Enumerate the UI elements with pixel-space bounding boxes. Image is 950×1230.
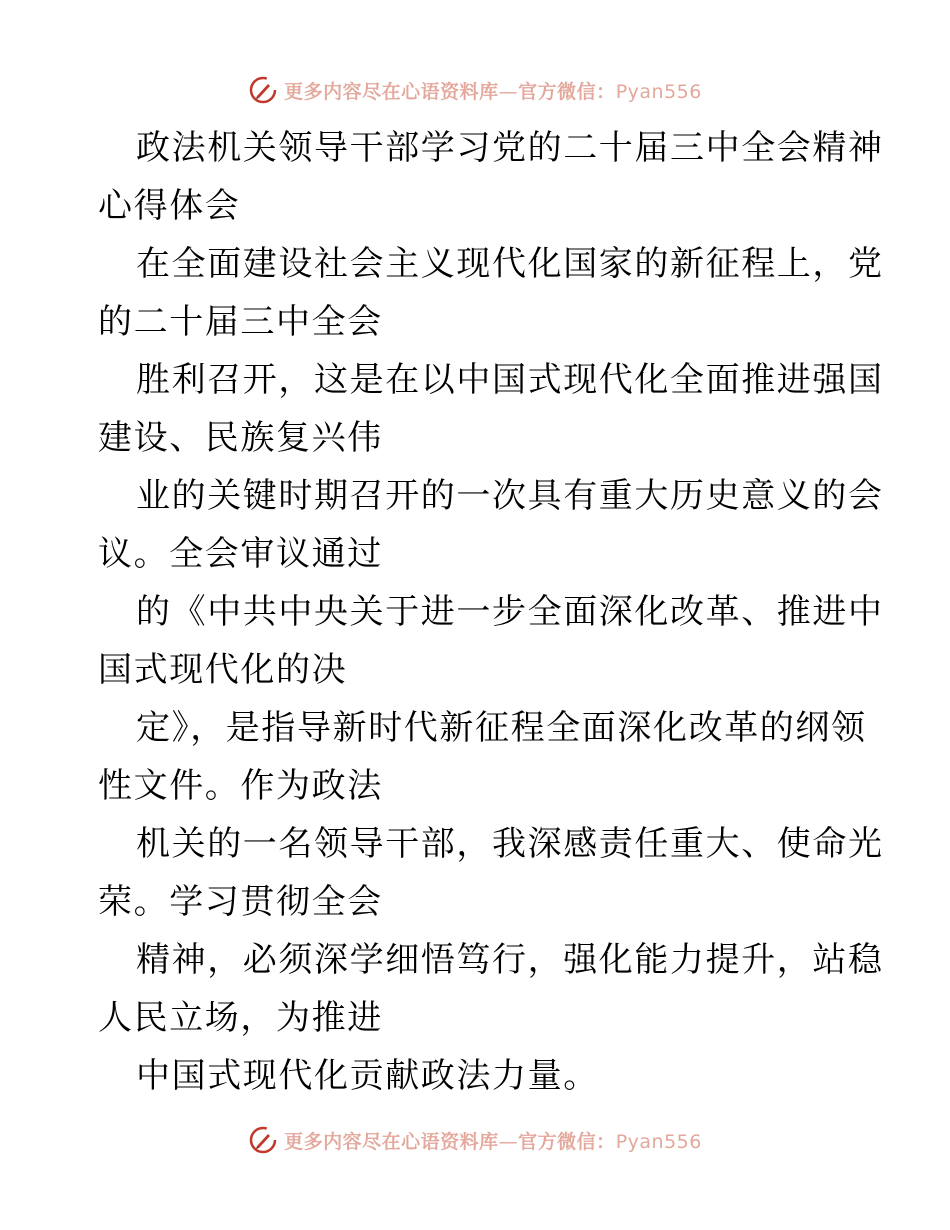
footer-watermark — [0, 1120, 950, 1160]
text-line: 精神，必须深学细悟笃行，强化能力提升，站稳 — [136, 940, 884, 980]
watermark-text: 更多内容尽在心语资料库—官方微信：Pyan556 — [284, 80, 702, 103]
quill-circle-logo-icon — [248, 1125, 278, 1155]
text-line: 人民立场，为推进 — [98, 998, 383, 1038]
text-line: 定》，是指导新时代新征程全面深化改革的纲领 — [136, 708, 867, 748]
text-line: 建设、民族复兴伟 — [98, 418, 383, 458]
text-line: 胜利召开，这是在以中国式现代化全面推进强国 — [136, 360, 884, 400]
text-line: 政法机关领导干部学习党的二十届三中全会精神 — [136, 128, 884, 168]
document-body — [98, 119, 884, 1105]
text-line: 国式现代化的决 — [98, 650, 348, 690]
text-line: 业的关键时期召开的一次具有重大历史意义的会 — [136, 476, 884, 516]
header-watermark — [0, 70, 950, 110]
text-line: 议。全会审议通过 — [98, 534, 383, 574]
text-line: 的二十届三中全会 — [98, 302, 383, 342]
text-line: 机关的一名领导干部，我深感责任重大、使命光 — [136, 824, 884, 864]
text-line: 心得体会 — [98, 186, 241, 226]
text-line: 的《中共中央关于进一步全面深化改革、推进中 — [136, 592, 884, 632]
watermark-text: 更多内容尽在心语资料库—官方微信：Pyan556 — [284, 1130, 702, 1153]
text-line: 性文件。作为政法 — [98, 766, 383, 806]
text-line: 中国式现代化贡献政法力量。 — [136, 1056, 599, 1096]
text-line: 在全面建设社会主义现代化国家的新征程上，党 — [136, 244, 884, 284]
quill-circle-logo-icon — [248, 75, 278, 105]
text-line: 荣。学习贯彻全会 — [98, 882, 383, 922]
